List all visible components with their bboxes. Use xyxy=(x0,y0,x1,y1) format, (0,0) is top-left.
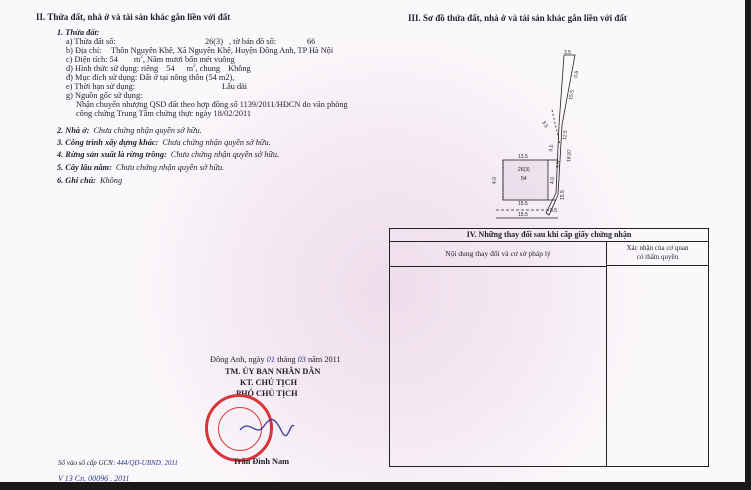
address-label: b) Địa chỉ: xyxy=(66,46,102,55)
dim-top: 3.5 xyxy=(564,50,571,56)
forest-value: Chưa chứng nhận quyền sở hữu. xyxy=(170,150,280,159)
usage-common-value: Không xyxy=(228,64,251,73)
signature-mark xyxy=(236,412,296,442)
usage-form-label: d) Hình thức sử dụng: riêng xyxy=(66,64,159,73)
plot-diagram xyxy=(488,50,598,220)
house-label: 2. Nhà ở: xyxy=(57,126,90,135)
house-value: Chưa chứng nhận quyền sở hữu. xyxy=(93,126,202,135)
address-value: Thôn Nguyên Khê, Xã Nguyên Khê, Huyện Đông Anh, TP Hà Nội xyxy=(111,46,334,55)
origin-line-2: công chứng Trung Tâm chứng thực ngày 18/02/2011 xyxy=(76,109,252,118)
land-heading: 1. Thửa đất: xyxy=(57,28,100,37)
date-day: 01 xyxy=(266,355,275,364)
changes-col-confirm-line1: Xác nhận của cơ quan xyxy=(626,244,689,252)
dim-d: 18.97 xyxy=(566,149,574,163)
changes-table xyxy=(389,228,709,467)
trees-value: Chưa chứng nhận quyền sở hữu. xyxy=(115,163,225,172)
plot-number-label: a) Thửa đất số: xyxy=(66,37,116,46)
area-words: , Năm mươi bốn mét vuông xyxy=(142,55,235,64)
dim-i: 4.0 xyxy=(492,177,498,184)
date-month: 03 xyxy=(297,355,306,364)
dim-k: 3.5 xyxy=(556,161,562,168)
usage-private-value: 54 xyxy=(166,64,175,73)
map-sheet-label: , tờ bản đồ số: xyxy=(229,37,277,46)
map-sheet-number: 66 xyxy=(307,37,316,46)
note-value: Không xyxy=(99,176,123,185)
signing-org: TM. ỦY BAN NHÂN DÂN xyxy=(225,367,321,376)
signing-role-1: KT. CHỦ TỊCH xyxy=(240,378,298,387)
registration-number: 444/QĐ-UBND. 2011 xyxy=(116,459,178,467)
changes-col-confirm-line2: có thẩm quyền xyxy=(636,253,679,261)
usage-common-label: , chung xyxy=(195,64,221,73)
changes-col-confirm xyxy=(607,242,708,266)
signing-role-2: PHÓ CHỦ TỊCH xyxy=(236,389,298,398)
works-value: Chưa chứng nhận quyền sở hữu. xyxy=(162,138,271,147)
section-iii-title: III. Sơ đồ thửa đất, nhà ở và tài sản khác gắn liền với đất xyxy=(408,13,627,23)
works-label: 3. Công trình xây dựng khác: xyxy=(57,138,159,147)
registration-line-2: V 13 Cn. 00096 . 2011 xyxy=(58,474,130,483)
usage-unit: m xyxy=(186,64,194,73)
area-label: c) Diện tích: 54 xyxy=(66,55,118,64)
changes-table-title: IV. Những thay đổi sau khi cấp giấy chứng nhận xyxy=(390,229,708,242)
dim-a: 0.6 xyxy=(573,70,581,79)
plot-number: 26(3) xyxy=(205,37,223,46)
origin-line-1: Nhận chuyển nhượng QSD đất theo hợp đồng số 1139/2011/HĐCN do văn phòng xyxy=(76,100,348,109)
date-year: năm 2011 xyxy=(307,355,341,364)
certificate-page: II. Thửa đất, nhà ở và tài sản khác gắn liền với đất 1. Thửa đất: a) Thửa đất số: 26(3) , tờ bản đồ số: 66 b) Địa chỉ: Thôn Nguyên Khê, Xã Nguyên Khê, Huyện Đông Anh, TP Hà Nội c) Diện tích: 54 $m^2$, Năm mươi bốn mét vuông d) Hình thức sử dụng: riêng 54 $m^2$, chung Không đ) Mục đích sử dụng: Đất ở tại nông thôn (54 m2), e) Thời hạn sử dụng: Lâu dài g) Nguồn gốc sử dụng: Nhận chuyển nhượng QSD đất theo hợp đồng số 1139/2011/HĐCN do văn phòng công chứng Trung Tâm chứng thực ngày 18/02/2011 2. Nhà ở: Chưa chứng nhận quyền sở hữu. 3. Công trình xây dựng khác: Chưa chứng nhận quyền sở hữu. 4. Rừng sản xuất là rừng trồng: Chưa chứng nhận quyền sở hữu. 5. Cây lâu năm: Chưa chứng nhận quyền sở hữu. 6. Ghi chú: Không III. Sơ đồ thửa đất, nhà ở và tài sản khác gắn liền với đất 3.5 0.6 15.5 12.5 18.97 3.5 3.5 13.5 54 15.5 4.0 4.0 3.5 15.5 26(3) 0.5 15.5 IV. Những thay đổi sau khi cấp giấy chứng nhận Nội dung thay đổi và cơ sở pháp lý Xác nhận của cơ quan có thẩm quyền Đông Anh, ngày 01 tháng 03 năm 2011 TM. ỦY BAN NHÂN DÂN KT. CHỦ TỊCH PHÓ CHỦ TỊCH Trần Đình Nam Số vào sổ cấp GCN: 444/QĐ-UBND. 2011 V 13 Cn. 00096 . 2011 xyxy=(0,0,751,490)
date-month-label: tháng xyxy=(277,355,296,364)
note-label: 6. Ghi chú: xyxy=(57,176,96,185)
dim-h: 15.5 xyxy=(518,201,528,207)
plot-area: 54 xyxy=(521,176,527,182)
plot-id: 26(3) xyxy=(518,167,530,173)
usage-purpose: đ) Mục đích sử dụng: Đất ở tại nông thôn (54 m2), xyxy=(66,73,235,82)
dim-b: 15.5 xyxy=(568,89,576,101)
signer-name: Trần Đình Nam xyxy=(233,457,290,466)
changes-table-divider xyxy=(606,266,607,466)
dim-n: 15.5 xyxy=(560,190,566,200)
forest-label: 4. Rừng sản xuất là rừng trồng: xyxy=(57,150,167,159)
trees-label: 5. Cây lâu năm: xyxy=(57,163,112,172)
date-prefix: Đông Anh, ngày xyxy=(210,355,265,364)
dim-l: 15.5 xyxy=(518,212,528,218)
scan-border-right xyxy=(745,0,751,490)
usage-term-value: Lâu dài xyxy=(222,82,248,91)
dim-m: 0.5 xyxy=(550,208,557,214)
dim-j: 4.0 xyxy=(550,177,556,184)
section-ii-title: II. Thửa đất, nhà ở và tài sản khác gắn liền với đất xyxy=(36,12,231,22)
dim-g: 13.5 xyxy=(518,154,528,160)
registration-label: Số vào sổ cấp GCN: xyxy=(58,459,116,467)
dim-f: 3.5 xyxy=(548,144,556,153)
area-unit: m xyxy=(133,55,141,64)
scan-border-bottom xyxy=(0,482,751,490)
dim-c: 12.5 xyxy=(562,129,569,141)
usage-term-label: e) Thời hạn sử dụng: xyxy=(66,82,136,91)
changes-col-content: Nội dung thay đổi và cơ sở pháp lý xyxy=(390,242,607,267)
origin-label: g) Nguồn gốc sử dụng: xyxy=(66,91,143,100)
dim-e: 3.5 xyxy=(540,120,549,130)
